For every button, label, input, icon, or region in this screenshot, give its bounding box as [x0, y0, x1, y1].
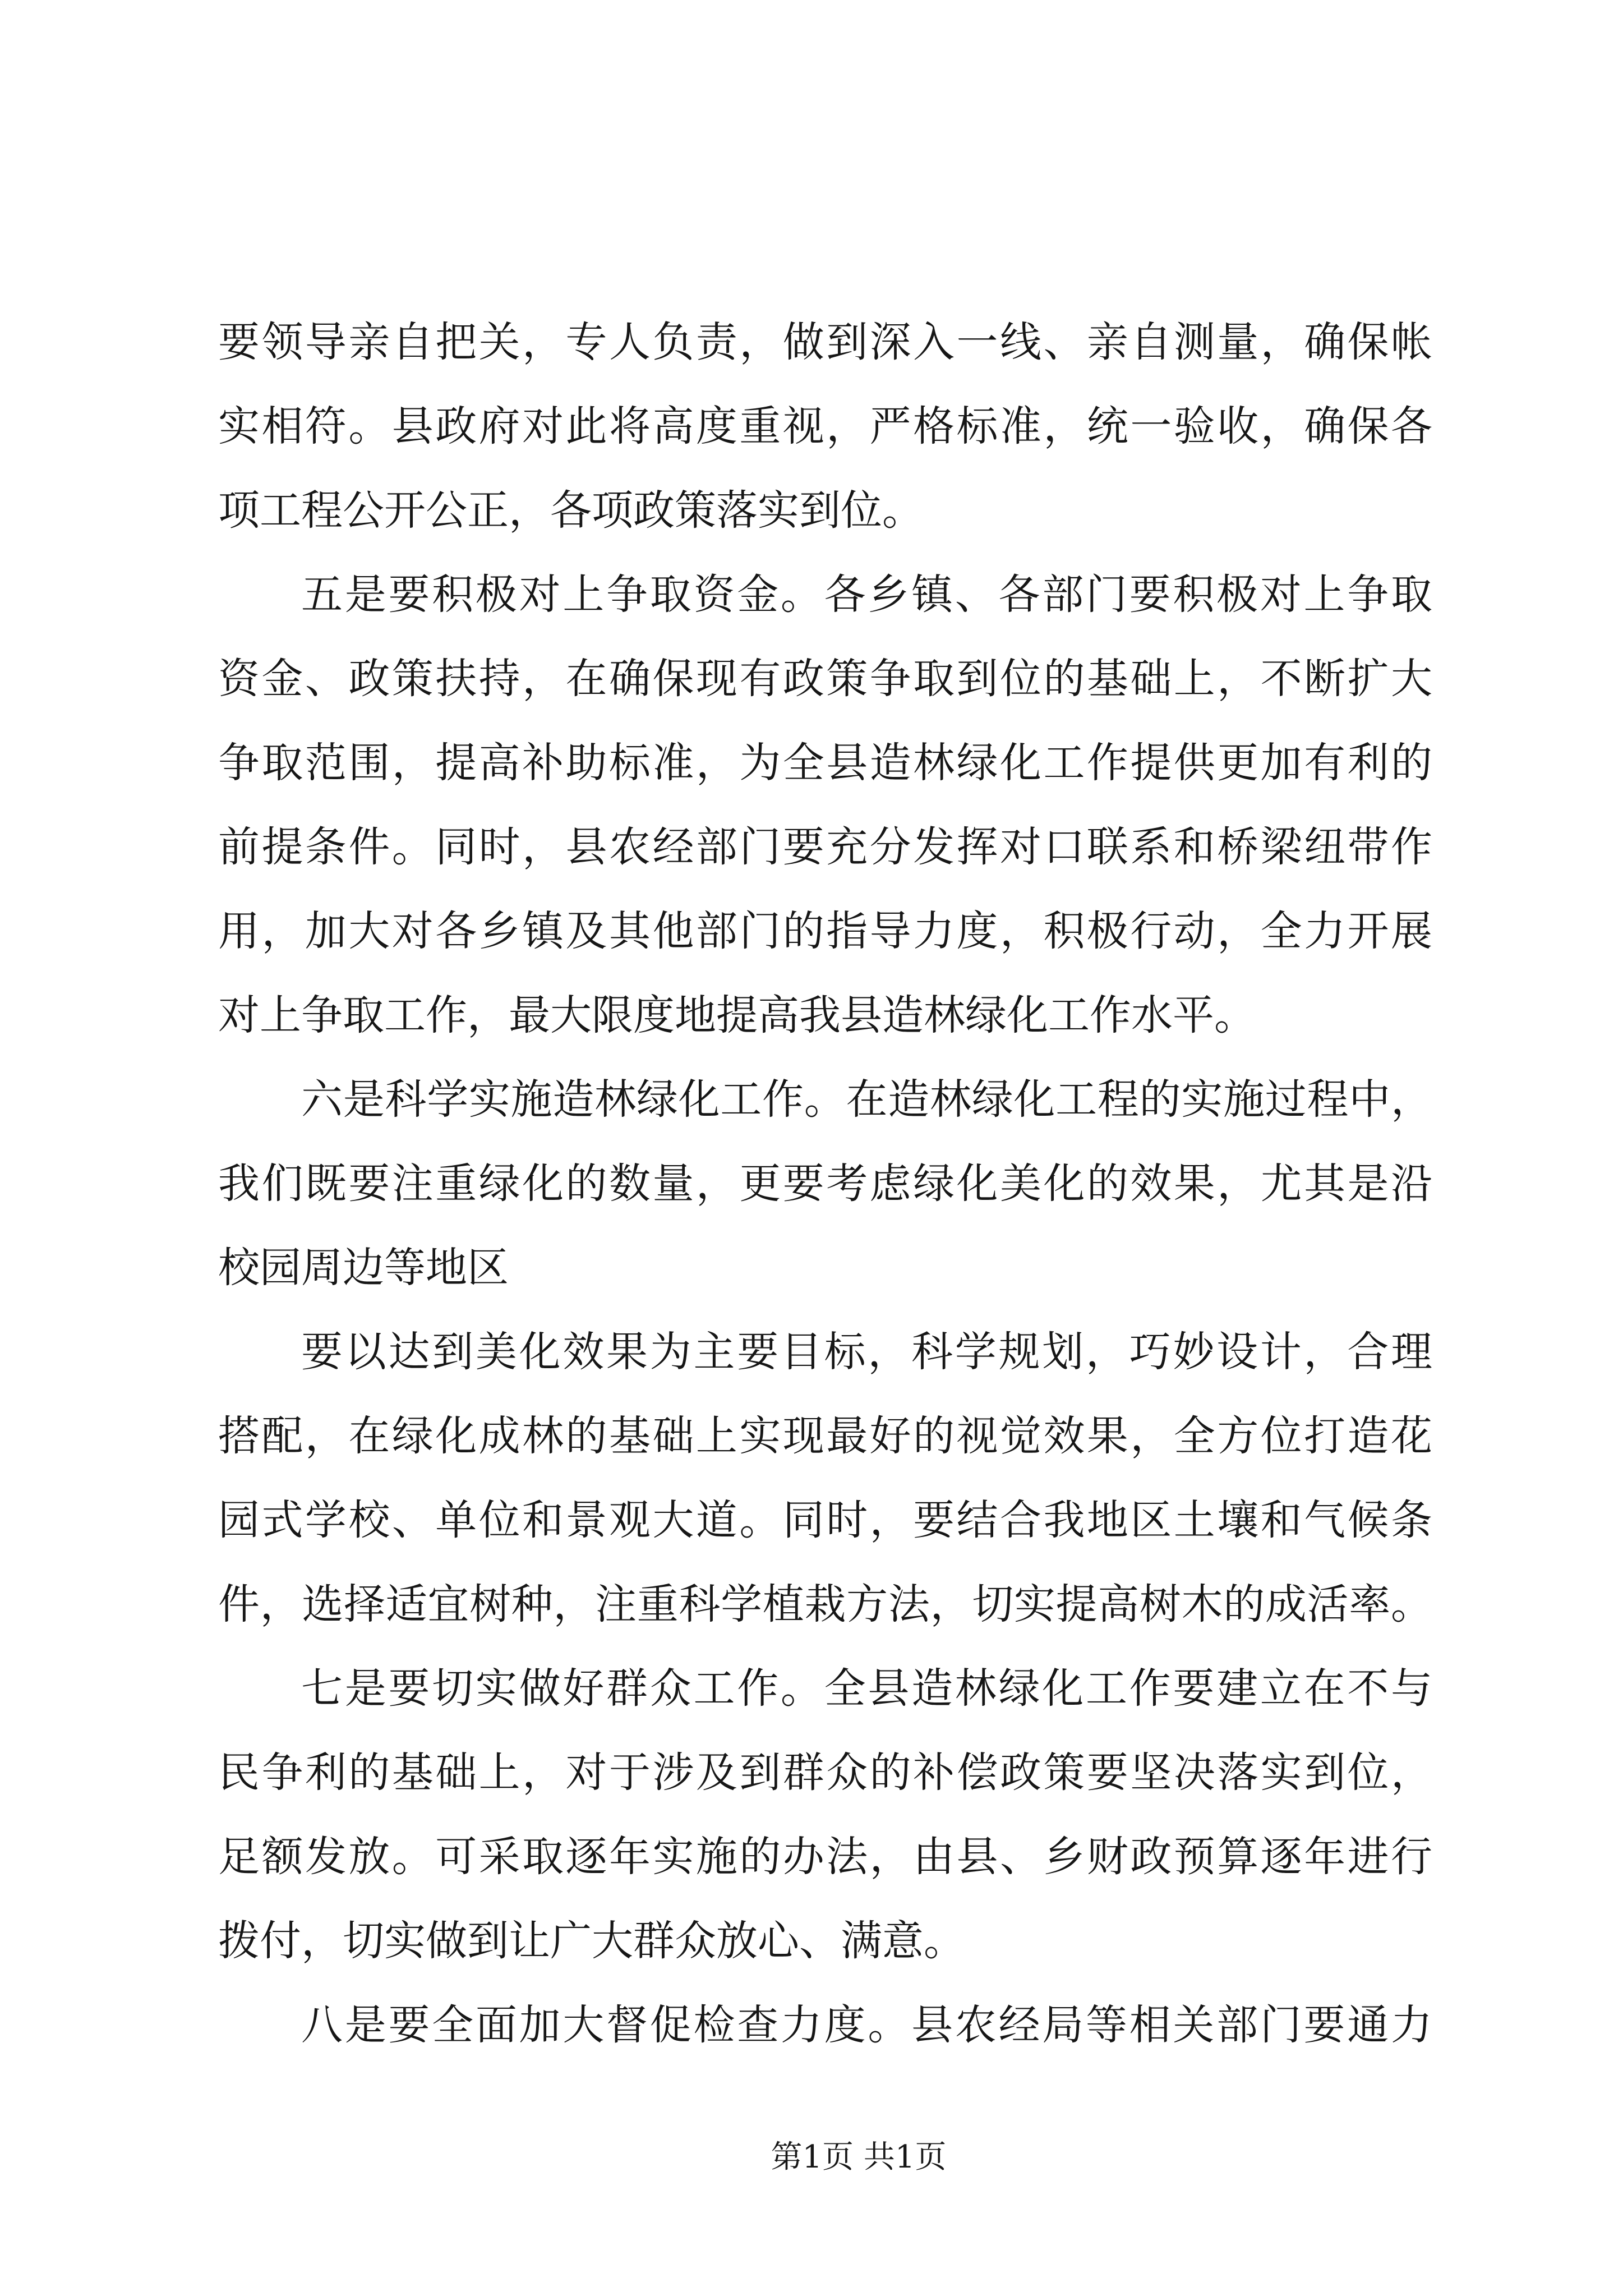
paragraph: [218, 1983, 1432, 2067]
text-line: 民争利的基础上，对于涉及到群众的补偿政策要坚决落实到位，: [218, 1749, 1432, 1797]
paragraph: [218, 1057, 1432, 1310]
text-line: 搭配，在绿化成林的基础上实现最好的视觉效果，全方位打造花: [218, 1412, 1432, 1460]
text-line: 用，加大对各乡镇及其他部门的指导力度，积极行动，全力开展: [218, 907, 1432, 955]
text-line: 足额发放。可采取逐年实施的办法，由县、乡财政预算逐年进行: [218, 1833, 1432, 1881]
text-line: 六是科学实施造林绿化工作。在造林绿化工程的实施过程中，: [301, 1075, 1432, 1124]
text-line: 项工程公开公正，各项政策落实到位。: [218, 486, 924, 535]
page-footer: 第1页 共1页: [771, 2139, 947, 2175]
text-line: 要以达到美化效果为主要目标，科学规划，巧妙设计，合理: [301, 1328, 1432, 1376]
body-text: [218, 300, 1432, 2067]
text-line: 我们既要注重绿化的数量，更要考虑绿化美化的效果，尤其是沿: [218, 1159, 1432, 1208]
text-line: 七是要切实做好群众工作。全县造林绿化工作要建立在不与: [301, 1664, 1432, 1713]
text-line: 对上争取工作，最大限度地提高我县造林绿化工作水平。: [218, 991, 1256, 1039]
text-line: 拨付，切实做到让广大群众放心、满意。: [218, 1917, 965, 1965]
paragraph: [218, 553, 1432, 1057]
text-line: 八是要全面加大督促检查力度。县农经局等相关部门要通力: [301, 2001, 1432, 2049]
text-line: 校园周边等地区: [218, 1244, 509, 1292]
paragraph: [218, 300, 1432, 553]
paragraph: [218, 1646, 1432, 1983]
paragraph: [218, 1310, 1432, 1646]
text-line: 实相符。县政府对此将高度重视，严格标准，统一验收，确保各: [218, 402, 1432, 450]
text-line: 争取范围，提高补助标准，为全县造林绿化工作提供更加有利的: [218, 739, 1432, 787]
text-line: 件，选择适宜树种，注重科学植栽方法，切实提高树木的成活率。: [218, 1580, 1432, 1628]
text-line: 资金、政策扶持，在确保现有政策争取到位的基础上，不断扩大: [218, 655, 1432, 703]
text-line: 园式学校、单位和景观大道。同时，要结合我地区土壤和气候条: [218, 1496, 1432, 1544]
text-line: 要领导亲自把关，专人负责，做到深入一线、亲自测量，确保帐: [218, 318, 1432, 366]
text-line: 前提条件。同时，县农经部门要充分发挥对口联系和桥梁纽带作: [218, 823, 1432, 871]
text-line: 五是要积极对上争取资金。各乡镇、各部门要积极对上争取: [301, 570, 1432, 619]
